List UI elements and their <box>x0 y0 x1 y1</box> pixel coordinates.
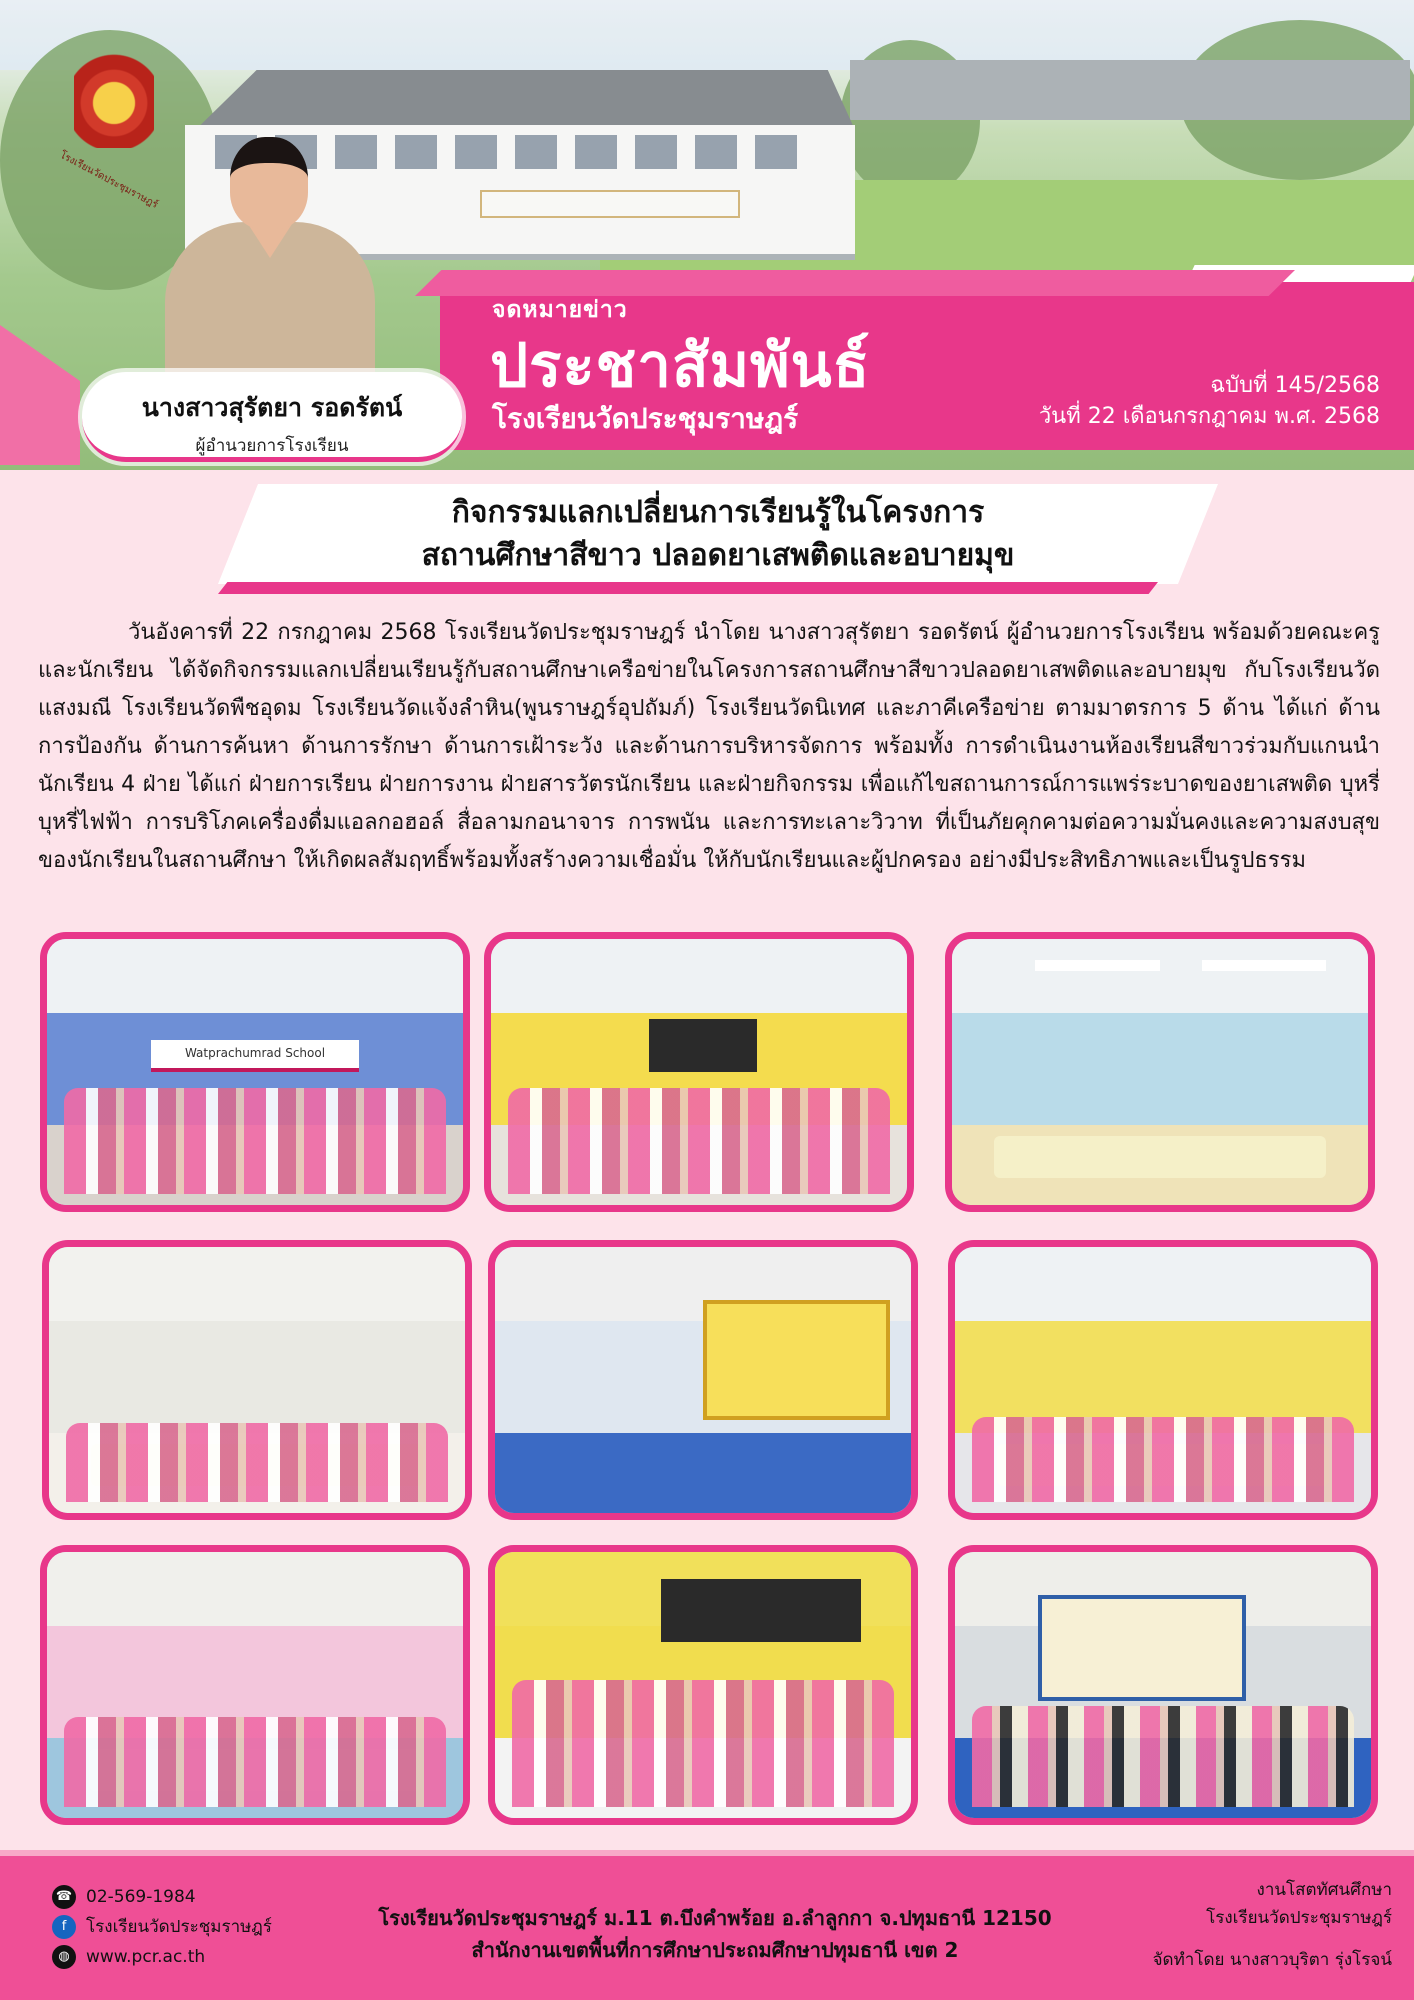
director-name: นางสาวสุรัตยา รอดรัตน์ <box>141 393 403 422</box>
director-portrait <box>160 132 380 382</box>
department: งานโสตทัศนศึกษา <box>1256 1880 1392 1900</box>
contact-website[interactable] <box>52 1942 272 1972</box>
phone-icon: ☎ <box>52 1885 76 1909</box>
headline-underline <box>218 582 1158 594</box>
headline-line-1: กิจกรรมแลกเปลี่ยนการเรียนรู้ในโครงการ <box>451 495 985 530</box>
school-name: โรงเรียนวัดประชุมราษฎร์ <box>492 402 799 435</box>
website-link[interactable]: www.pcr.ac.th <box>86 1947 206 1967</box>
address-line-1: โรงเรียนวัดประชุมราษฎร์ ม.11 ต.บึงคำพร้อย อ.ลำลูกกา จ.ปทุมธานี 12150 <box>378 1906 1052 1930</box>
photo-banner: Watprachumrad School <box>151 1040 359 1072</box>
footer <box>0 1856 1414 2000</box>
address-line-2: สำนักงานเขตพื้นที่การศึกษาประถมศึกษาปทุมธานี เขต 2 <box>471 1938 959 1962</box>
activity-photo-7 <box>40 1545 470 1825</box>
activity-photo-4 <box>42 1240 472 1520</box>
newsletter-kicker: จดหมายข่าว <box>492 297 628 323</box>
school-logo <box>57 48 164 211</box>
facebook-icon: f <box>52 1915 76 1939</box>
issue-date: วันที่ 22 เดือนกรกฎาคม พ.ศ. 2568 <box>1038 404 1380 429</box>
activity-photo-8 <box>488 1545 918 1825</box>
contact-phone <box>52 1882 272 1912</box>
activity-photo-9 <box>948 1545 1378 1825</box>
facebook-page[interactable]: โรงเรียนวัดประชุมราษฎร์ <box>86 1917 272 1937</box>
headline <box>218 491 1218 577</box>
contact-info <box>52 1882 272 1972</box>
school-seal-icon <box>74 48 154 148</box>
issue-number: ฉบับที่ 145/2568 <box>1210 373 1380 398</box>
activity-photo-3 <box>945 932 1375 1212</box>
logo-text: โรงเรียนวัดประชุมราษฎร์ <box>57 149 160 211</box>
contact-facebook[interactable] <box>52 1912 272 1942</box>
school-address <box>300 1902 1130 1966</box>
activity-photo-1 <box>40 932 470 1212</box>
department-school: โรงเรียนวัดประชุมราษฎร์ <box>1206 1908 1392 1928</box>
director-name-plate <box>82 372 462 462</box>
globe-icon: ◍ <box>52 1945 76 1969</box>
headline-line-2: สถานศึกษาสีขาว ปลอดยาเสพติดและอบายมุข <box>421 538 1015 573</box>
activity-photo-6 <box>948 1240 1378 1520</box>
newsletter-title: ประชาสัมพันธ์ <box>490 331 871 401</box>
director-role: ผู้อำนวยการโรงเรียน <box>195 436 349 456</box>
activity-photo-5 <box>488 1240 918 1520</box>
phone-number: 02-569-1984 <box>86 1887 196 1907</box>
activity-photo-2 <box>484 932 914 1212</box>
made-by: จัดทำโดย นางสาวบุริตา รุ่งโรจน์ <box>1152 1950 1392 1970</box>
credits <box>1153 1876 1392 1974</box>
article-body: วันอังคารที่ 22 กรกฎาคม 2568 โรงเรียนวัดประชุมราษฎร์ นำโดย นางสาวสุรัตยา รอดรัตน์ ผู้อำนวยการโรงเรียน พร้อมด้วยคณะครูและนักเรียน ได้จัดกิจกรรมแลกเปลี่ยนเรียนรู้กับสถานศึกษาเครือข่ายในโครงการสถานศึกษาสีขาวปลอดยาเสพติดและอบายมุข กับโรงเรียนวัดแสงมณี โรงเรียนวัดพืชอุดม โรงเรียนวัดแจ้งลำหิน(พูนราษฎร์อุปถัมภ์) โรงเรียนวัดนิเทศ และภาคีเครือข่าย ตามมาตรการ 5 ด้าน ได้แก่ ด้านการป้องกัน ด้านการค้นหา ด้านการรักษา ด้านการเฝ้าระวัง และด้านการบริหารจัดการ พร้อมทั้ง การดำเนินงานห้องเรียนสีขาวร่วมกับแกนนำนักเรียน 4 ฝ่าย ได้แก่ ฝ่ายการเรียน ฝ่ายการงาน ฝ่ายสารวัตรนักเรียน และฝ่ายกิจกรรม เพื่อแก้ไขสถานการณ์การแพร่ระบาดของยาเสพติด บุหรี่ บุหรี่ไฟฟ้า การบริโภคเครื่องดื่มแอลกอฮอล์ สื่อลามกอนาจาร การพนัน และการทะเลาะวิวาท ที่เป็นภัยคุกคามต่อความมั่นคงและความสงบสุขของนักเรียนในสถานศึกษา ให้เกิดผลสัมฤทธิ์พร้อมทั้งสร้างความเชื่อมั่น ให้กับนักเรียนและผู้ปกครอง อย่างมีประสิทธิภาพและเป็นรูปธรรม <box>38 620 1380 873</box>
